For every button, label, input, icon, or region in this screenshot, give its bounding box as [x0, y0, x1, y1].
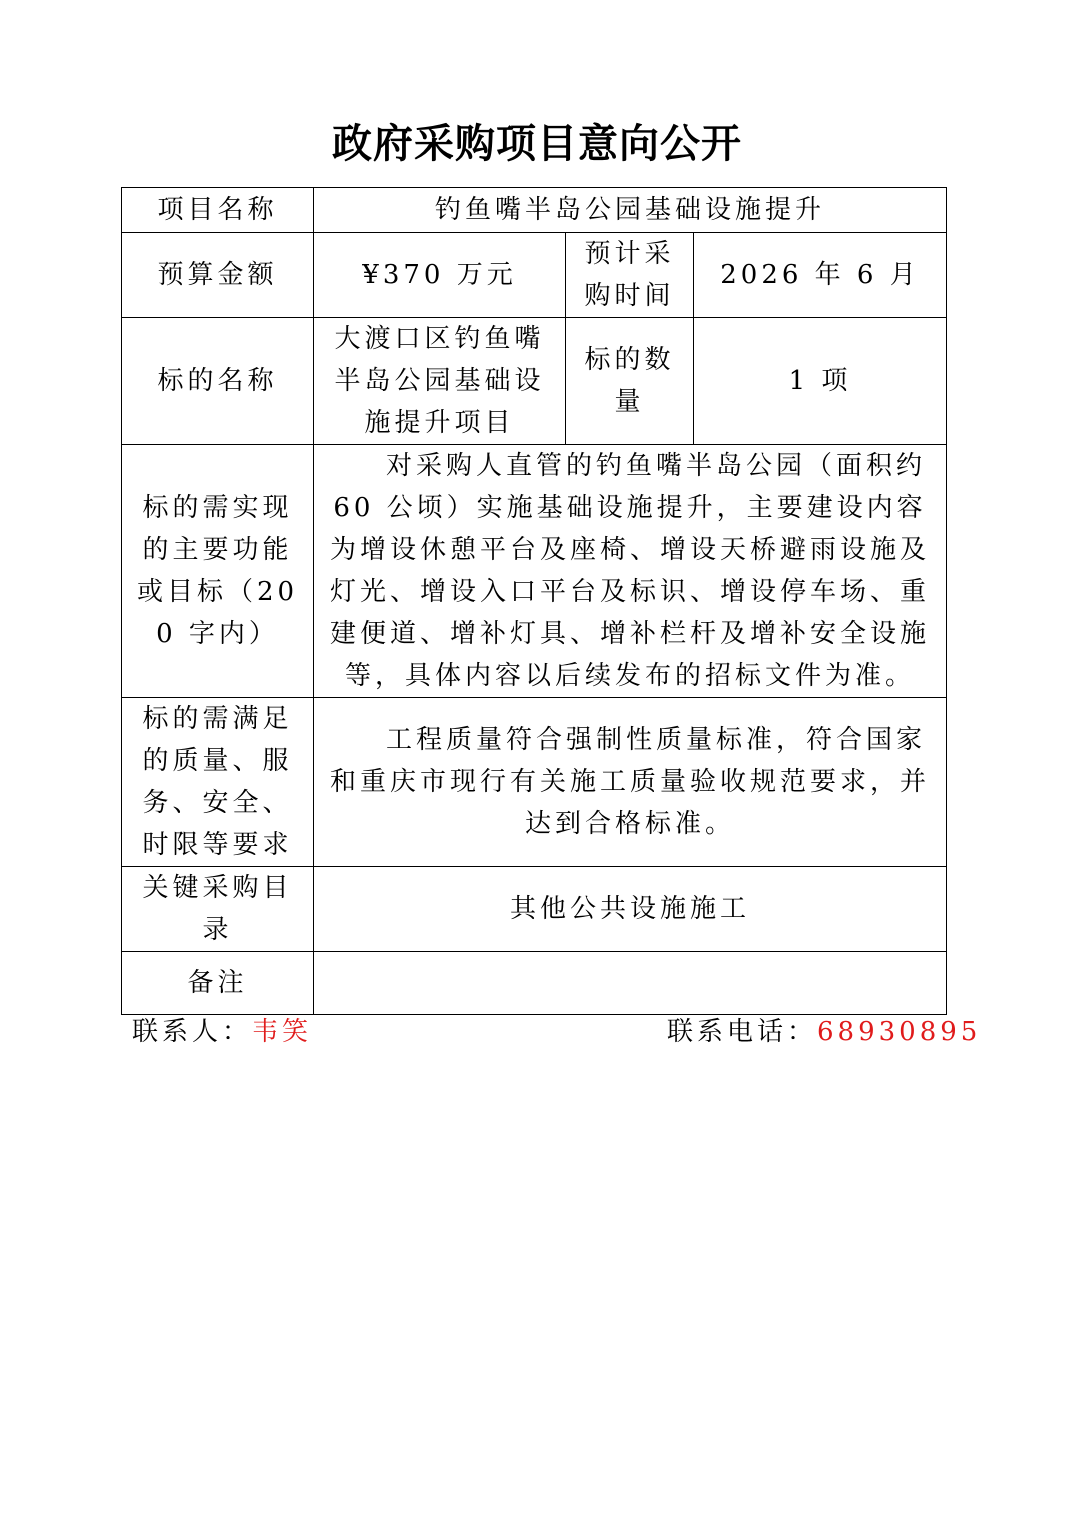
table-row [122, 445, 947, 698]
table-row [122, 867, 947, 952]
catalog-label: 关键采购目录 [122, 867, 314, 952]
phone-value: 68930895 [817, 1017, 982, 1047]
subject-name-label: 标的名称 [122, 318, 314, 445]
project-name-label: 项目名称 [122, 188, 314, 233]
remarks-label: 备注 [122, 952, 314, 1015]
catalog-value: 其他公共设施施工 [314, 867, 947, 952]
contact-name: 韦笑 [252, 1017, 313, 1047]
table-row [122, 318, 947, 445]
table-row [122, 233, 947, 318]
table-row [122, 188, 947, 233]
requirements-value: 工程质量符合强制性质量标准，符合国家和重庆市现行有关施工质量验收规范要求，并达到合格标准。 [329, 725, 930, 839]
subject-quantity-value: 1 项 [694, 318, 947, 445]
main-function-cell [314, 445, 947, 698]
project-name-value: 钓鱼嘴半岛公园基础设施提升 [314, 188, 947, 233]
requirements-label: 标的需满足的质量、服务、安全、时限等要求 [122, 698, 314, 867]
contact-label: 联系人： [132, 1017, 253, 1047]
subject-quantity-label: 标的数量 [566, 318, 694, 445]
procurement-intent-table [121, 187, 947, 1015]
main-function-label: 标的需实现的主要功能或目标（200 字内） [122, 445, 314, 698]
contact-phone [667, 1012, 981, 1052]
budget-label: 预算金额 [122, 233, 314, 318]
expected-time-value: 2026 年 6 月 [694, 233, 947, 318]
requirements-cell [314, 698, 947, 867]
budget-value: ¥370 万元 [314, 233, 566, 318]
table-row [122, 952, 947, 1015]
subject-name-value: 大渡口区钓鱼嘴半岛公园基础设施提升项目 [314, 318, 566, 445]
remarks-value [314, 952, 947, 1015]
expected-time-label: 预计采购时间 [566, 233, 694, 318]
table-row [122, 698, 947, 867]
page-title: 政府采购项目意向公开 [332, 120, 742, 167]
contact-person [132, 1012, 312, 1052]
main-function-value: 对采购人直管的钓鱼嘴半岛公园（面积约 60 公顷）实施基础设施提升，主要建设内容为增设休憩平台及座椅、增设天桥避雨设施及灯光、增设入口平台及标识、增设停车场、重建便道、增补灯具、增补栏杆及增补安全设施等，具体内容以后续发布的招标文件为准。 [329, 451, 930, 691]
phone-label: 联系电话： [667, 1017, 818, 1047]
